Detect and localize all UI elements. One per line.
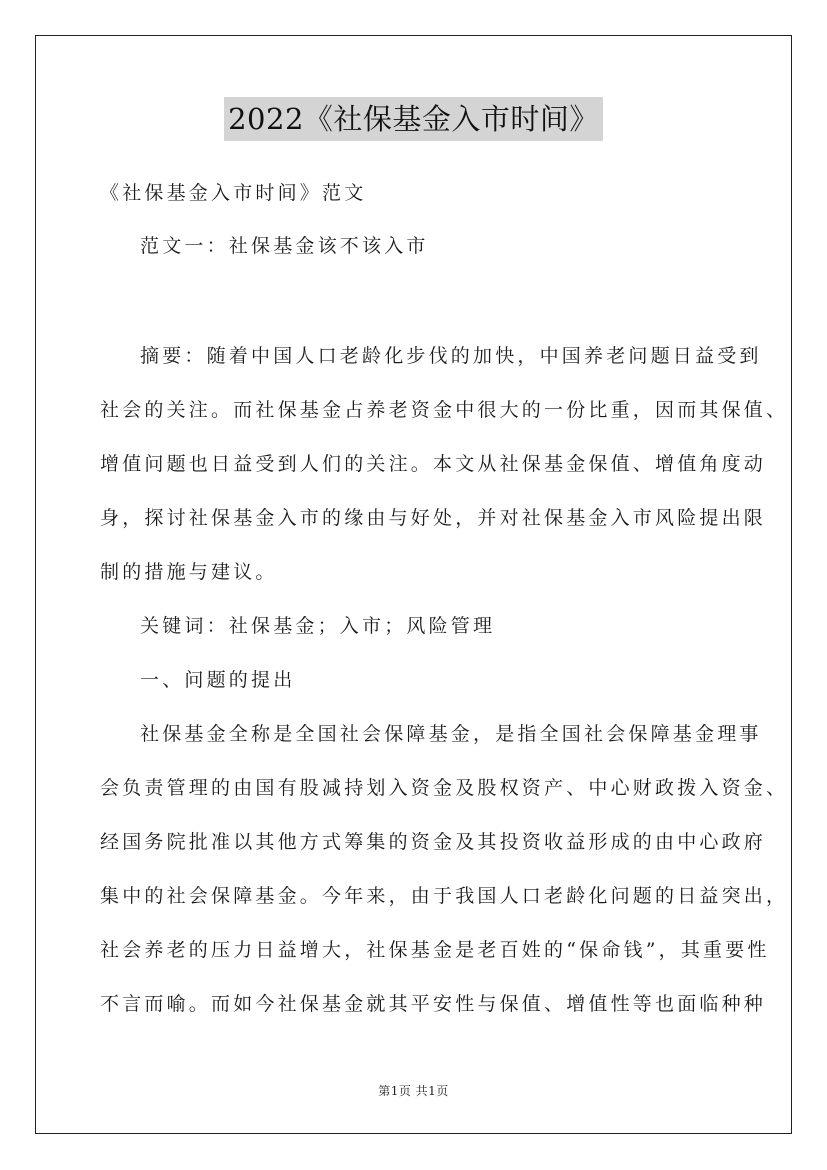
document-title: 2022《社保基金入市时间》 [224, 97, 603, 141]
abstract-line: 制的措施与建议。 [100, 561, 278, 583]
abstract-line: 摘要：随着中国人口老龄化步伐的加快，中国养老问题日益受到 [140, 345, 762, 367]
document-subheading: 范文一：社保基金该不该入市 [140, 235, 429, 257]
abstract-line: 社会的关注。而社保基金占养老资金中很大的一份比重，因而其保值、 [100, 399, 789, 421]
abstract-line: 身，探讨社保基金入市的缘由与好处，并对社保基金入市风险提出限 [100, 507, 767, 529]
body-line: 集中的社会保障基金。今年来，由于我国人口老龄化问题的日益突出， [100, 885, 789, 907]
body-line: 社保基金全称是全国社会保障基金，是指全国社会保障基金理事 [140, 723, 762, 745]
title-container [0, 97, 827, 141]
section-title: 一、问题的提出 [140, 669, 296, 691]
keywords: 关键词：社保基金；入市；风险管理 [140, 615, 496, 637]
body-line: 会负责管理的由国有股减持划入资金及股权资产、中心财政拨入资金、 [100, 777, 789, 799]
abstract-line: 增值问题也日益受到人们的关注。本文从社保基金保值、增值角度动 [100, 453, 767, 475]
document-heading: 《社保基金入市时间》范文 [100, 182, 367, 204]
body-line: 不言而喻。而如今社保基金就其平安性与保值、增值性等也面临种种 [100, 993, 767, 1015]
body-line: 经国务院批准以其他方式筹集的资金及其投资收益形成的由中心政府 [100, 831, 767, 853]
page-number: 第1页 共1页 [378, 1084, 449, 1098]
body-line: 社会养老的压力日益增大，社保基金是老百姓的“保命钱”，其重要性 [100, 939, 770, 961]
